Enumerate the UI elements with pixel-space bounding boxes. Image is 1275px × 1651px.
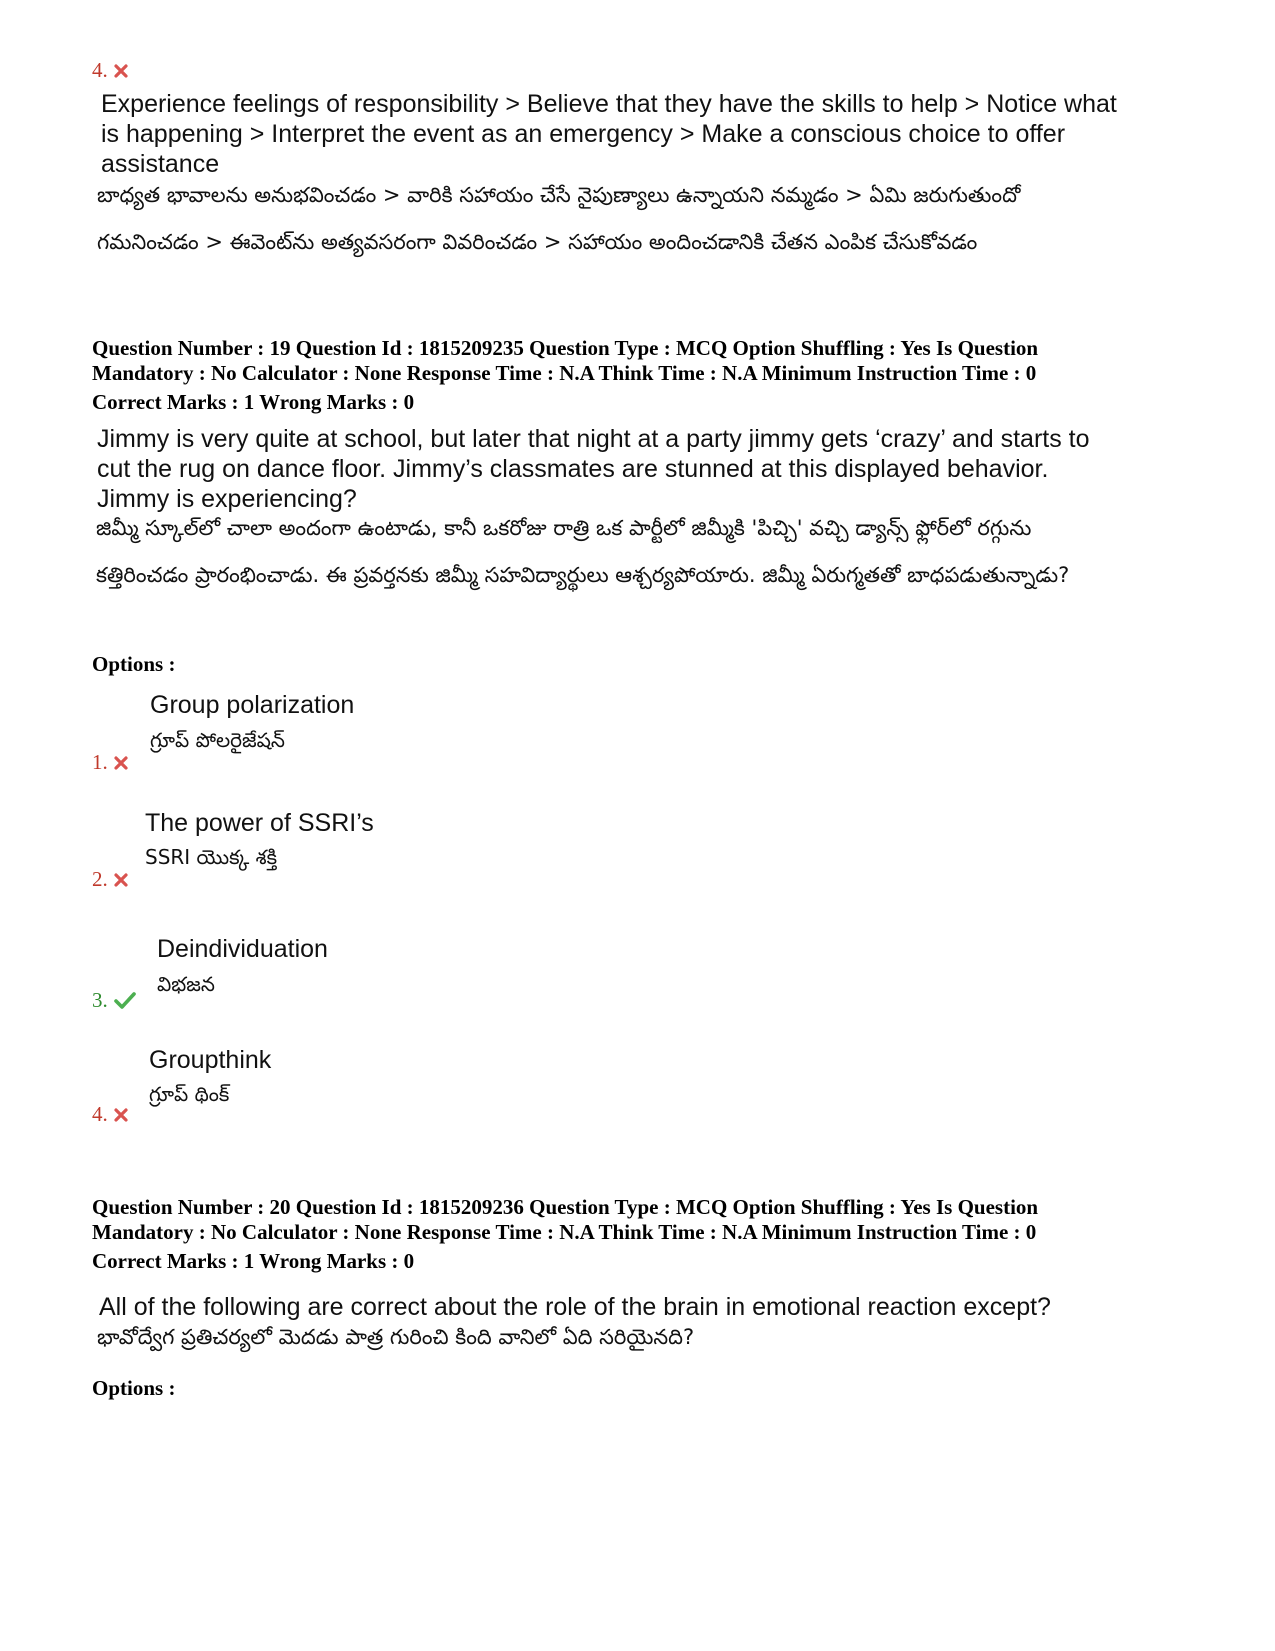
q20-meta: Question Number : 20 Question Id : 1815209236 Question Type : MCQ Option Shuffling : Yes Is Question Mandatory : No Calculator : None Response Time : N.A Think Time : N.A Minimum Instruction Time : 0 (92, 1195, 1039, 1244)
option-number: 1. (92, 750, 108, 774)
q20-question-telugu: భావోద్వేగ ప్రతిచర్యలో మెదడు పాత్ర గురించి కింది వానిలో ఏది సరియైనది? (97, 1325, 695, 1349)
q19-option-3-telugu: విభజన (157, 972, 215, 996)
q19-option-1-marker (92, 750, 128, 775)
cross-icon (114, 873, 128, 887)
q19-option-4-telugu: గ్రూప్ థింక్ (149, 1082, 230, 1106)
q20-question-english: All of the following are correct about the role of the brain in emotional reaction except? (99, 1293, 1051, 1321)
prev-option-4 (92, 58, 128, 83)
q19-option-3-marker (92, 988, 136, 1013)
q19-option-3-english: Deindividuation (157, 935, 328, 963)
q19-marks: Correct Marks : 1 Wrong Marks : 0 (92, 390, 415, 414)
q19-option-4-english: Groupthink (149, 1046, 272, 1074)
q19-option-2-telugu: SSRI యొక్క శక్తి (145, 845, 278, 869)
option-number: 2. (92, 867, 108, 891)
q19-option-1-english: Group polarization (150, 691, 355, 719)
prev-option-4-english: Experience feelings of responsibility > Believe that they have the skills to help > Notice what is happening > Interpret the event as an emergency > Make a conscious choice to offer assistance (101, 90, 1117, 178)
prev-option-4-telugu: బాధ్యత భావాలను అనుభవించడం > వారికి సహాయం చేసే నైపుణ్యాలు ఉన్నాయని నమ్మడం > ఏమి జరుగుతుందో గమనించడం > ఈవెంట్‌ను అత్యవసరంగా వివరించడం > సహాయం అందించడానికి చేతన ఎంపిక చేసుకోవడం (97, 183, 1021, 254)
q20-marks: Correct Marks : 1 Wrong Marks : 0 (92, 1249, 415, 1273)
cross-icon (114, 1108, 128, 1122)
q19-option-4-marker (92, 1102, 128, 1127)
q19-meta: Question Number : 19 Question Id : 1815209235 Question Type : MCQ Option Shuffling : Yes Is Question Mandatory : No Calculator : None Response Time : N.A Think Time : N.A Minimum Instruction Time : 0 (92, 336, 1039, 385)
option-number: 4. (92, 1102, 108, 1126)
q19-option-1-telugu: గ్రూప్ పోలరైజేషన్ (150, 728, 285, 752)
cross-icon (114, 64, 128, 78)
q20-options-label: Options : (92, 1376, 176, 1400)
checkmark-icon (114, 992, 136, 1010)
q19-question-english: Jimmy is very quite at school, but later that night at a party jimmy gets ‘crazy’ and starts to cut the rug on dance floor. Jimmy’s classmates are stunned at this displayed behavior. Jimmy is experiencing? (97, 425, 1090, 513)
q19-question-telugu: జిమ్మీ స్కూల్‌లో చాలా అందంగా ఉంటాడు, కానీ ఒకరోజు రాత్రి ఒక పార్టీలో జిమ్మీకి 'పిచ్చి' వచ్చి డ్యాన్స్ ఫ్లోర్‌లో రగ్గును కత్తిరించడం ప్రారంభించాడు. ఈ ప్రవర్తనకు జిమ్మీ సహవిద్యార్థులు ఆశ్చర్యపోయారు. జిమ్మీ ఏరుగ్మతతో బాధపడుతున్నాడు? (96, 516, 1070, 587)
q19-option-2-english: The power of SSRI’s (145, 809, 374, 837)
q19-option-2-marker (92, 867, 128, 892)
option-number: 4. (92, 58, 108, 82)
option-number: 3. (92, 988, 108, 1012)
q19-options-label: Options : (92, 652, 176, 676)
cross-icon (114, 756, 128, 770)
